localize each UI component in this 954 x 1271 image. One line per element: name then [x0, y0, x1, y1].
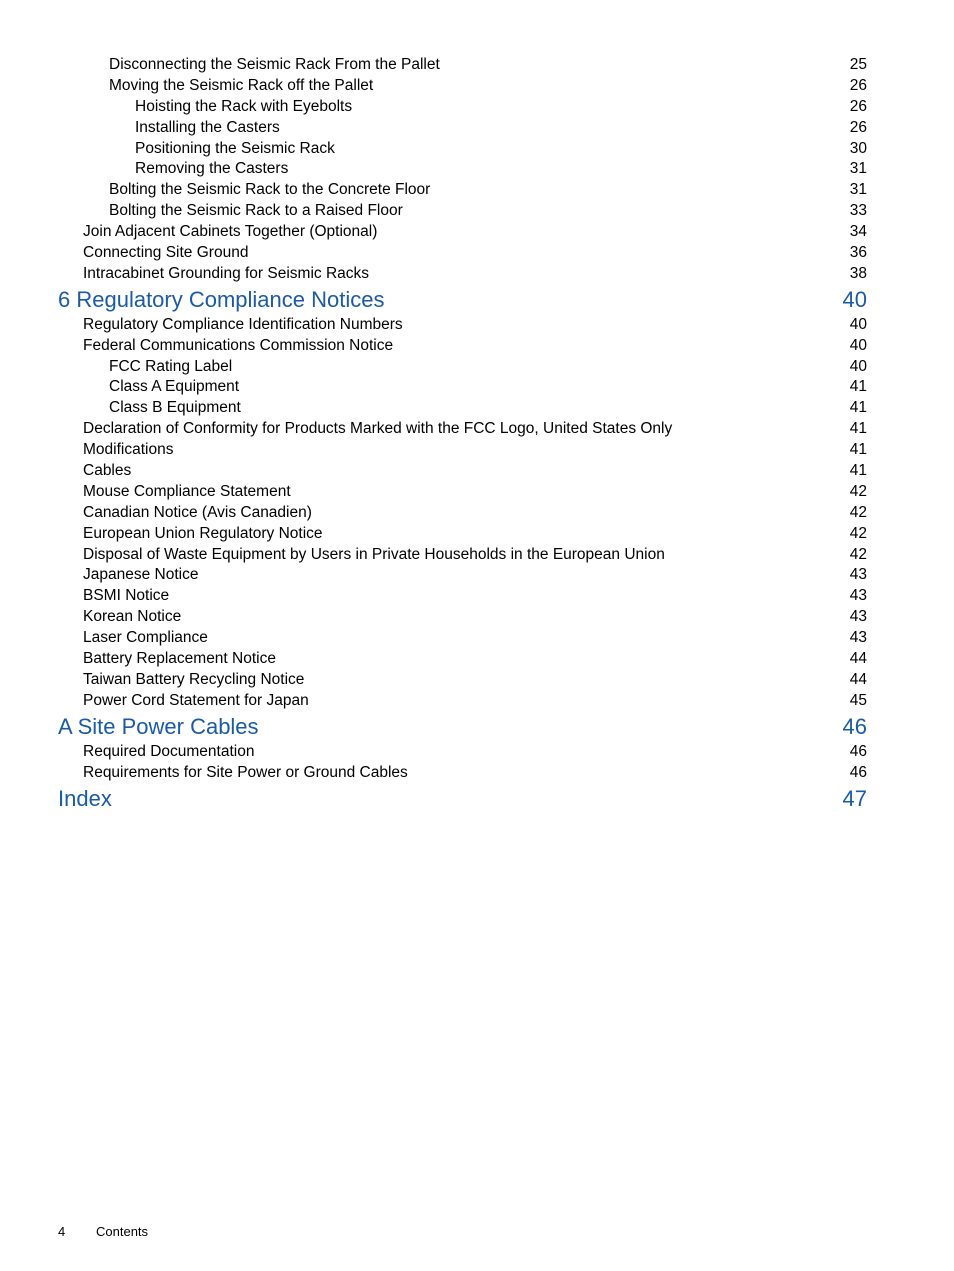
toc-entry-page-number: 41	[849, 420, 867, 438]
toc-entry-title: BSMI Notice	[83, 587, 170, 605]
toc-entry[interactable]	[58, 670, 867, 691]
toc-entry-title: Regulatory Compliance Identification Numbers	[83, 315, 403, 333]
toc-entry-title: Taiwan Battery Recycling Notice	[83, 670, 305, 688]
toc-entry[interactable]	[58, 524, 867, 545]
toc-entry[interactable]	[58, 607, 867, 628]
toc-entry-page-number: 42	[849, 482, 867, 500]
toc-entry-title: Federal Communications Commission Notice	[83, 336, 394, 354]
toc-entry-title: Mouse Compliance Statement	[83, 482, 291, 500]
toc-entry-title: Installing the Casters	[135, 118, 280, 136]
toc-entry-title: Power Cord Statement for Japan	[83, 691, 309, 709]
toc-entry[interactable]	[58, 440, 867, 461]
toc-entry-page-number: 36	[849, 244, 867, 262]
toc-entry-page-number: 30	[849, 139, 867, 157]
toc-entry[interactable]	[58, 55, 867, 76]
toc-entry-title: Requirements for Site Power or Ground Cables	[83, 763, 408, 781]
toc-entry-page-number: 45	[849, 691, 867, 709]
toc-entry-page-number: 44	[849, 670, 867, 688]
toc-entry-page-number: 40	[849, 315, 867, 333]
toc-entry-title: Connecting Site Ground	[83, 244, 249, 262]
toc-entry[interactable]	[58, 118, 867, 139]
toc-entry-title: Removing the Casters	[135, 160, 289, 178]
toc-entry-title: Canadian Notice (Avis Canadien)	[83, 503, 312, 521]
toc-entry[interactable]	[58, 357, 867, 378]
toc-entry-page-number: 41	[849, 462, 867, 480]
toc-entry-page-number: 31	[849, 160, 867, 178]
toc-entry-page-number: 41	[849, 441, 867, 459]
toc-entry-page-number: 44	[849, 650, 867, 668]
toc-entry-page-number: 26	[849, 118, 867, 136]
toc-entry[interactable]	[58, 691, 867, 712]
toc-entry-page-number: 38	[849, 264, 867, 282]
toc-entry[interactable]	[58, 649, 867, 670]
toc-entry[interactable]	[58, 315, 867, 336]
toc-entry-page-number: 46	[842, 713, 867, 739]
toc-entry[interactable]	[58, 398, 867, 419]
toc-entry-page-number: 40	[849, 357, 867, 375]
toc-chapter-entry[interactable]	[58, 784, 867, 814]
toc-entry-title: Hoisting the Rack with Eyebolts	[135, 97, 353, 115]
toc-entry-title: Bolting the Seismic Rack to the Concrete Floor	[109, 181, 431, 199]
toc-entry-title: Korean Notice	[83, 608, 182, 626]
footer-page-number: 4	[58, 1224, 66, 1239]
toc-chapter-entry[interactable]	[58, 712, 867, 742]
toc-entry-page-number: 46	[849, 763, 867, 781]
toc-entry-page-number: 31	[849, 181, 867, 199]
toc-entry-title: Disconnecting the Seismic Rack From the Pallet	[109, 56, 440, 73]
toc-entry-title: Laser Compliance	[83, 629, 208, 647]
table-of-contents	[58, 55, 867, 814]
toc-entry-title: Moving the Seismic Rack off the Pallet	[109, 76, 374, 94]
toc-entry[interactable]	[58, 222, 867, 243]
toc-entry[interactable]	[58, 159, 867, 180]
toc-entry-page-number: 33	[849, 202, 867, 220]
toc-entry-title: Declaration of Conformity for Products Marked with the FCC Logo, United States Only	[83, 420, 673, 438]
toc-chapter-entry[interactable]	[58, 285, 867, 315]
toc-entry[interactable]	[58, 565, 867, 586]
toc-entry[interactable]	[58, 461, 867, 482]
toc-entry-page-number: 34	[849, 223, 867, 241]
toc-entry-title: Index	[58, 785, 112, 811]
toc-entry-title: European Union Regulatory Notice	[83, 524, 323, 542]
toc-entry-page-number: 40	[842, 286, 867, 312]
toc-entry[interactable]	[58, 243, 867, 264]
toc-entry-page-number: 42	[849, 503, 867, 521]
toc-entry-title: Modifications	[83, 441, 174, 459]
toc-entry[interactable]	[58, 76, 867, 97]
toc-entry[interactable]	[58, 377, 867, 398]
toc-entry[interactable]	[58, 586, 867, 607]
toc-entry-page-number: 26	[849, 97, 867, 115]
toc-entry[interactable]	[58, 201, 867, 222]
toc-entry[interactable]	[58, 742, 867, 763]
toc-entry-page-number: 40	[849, 336, 867, 354]
toc-entry-title: Battery Replacement Notice	[83, 650, 276, 668]
toc-entry[interactable]	[58, 503, 867, 524]
toc-entry-page-number: 26	[849, 76, 867, 94]
toc-entry-page-number: 42	[849, 524, 867, 542]
toc-entry-page-number: 43	[849, 608, 867, 626]
toc-entry[interactable]	[58, 97, 867, 118]
toc-entry-page-number: 42	[849, 545, 867, 563]
toc-entry[interactable]	[58, 336, 867, 357]
toc-entry-page-number: 43	[849, 566, 867, 584]
toc-entry[interactable]	[58, 628, 867, 649]
toc-entry-title: Positioning the Seismic Rack	[135, 139, 335, 157]
toc-entry-title: Required Documentation	[83, 742, 255, 760]
toc-entry-title: A Site Power Cables	[58, 713, 259, 739]
toc-entry-page-number: 43	[849, 629, 867, 647]
toc-entry-title: Disposal of Waste Equipment by Users in Private Households in the European Union	[83, 545, 665, 563]
page-footer	[58, 1223, 148, 1241]
toc-entry-title: Japanese Notice	[83, 566, 199, 584]
toc-entry-page-number: 47	[842, 785, 867, 811]
toc-entry[interactable]	[58, 180, 867, 201]
toc-entry[interactable]	[58, 419, 867, 440]
toc-entry-title: Intracabinet Grounding for Seismic Racks	[83, 264, 370, 282]
toc-entry-title: Cables	[83, 462, 132, 480]
toc-entry[interactable]	[58, 264, 867, 285]
toc-entry[interactable]	[58, 482, 867, 503]
toc-entry-title: FCC Rating Label	[109, 357, 233, 375]
toc-entry-title: Bolting the Seismic Rack to a Raised Floor	[109, 202, 403, 220]
toc-entry-page-number: 43	[849, 587, 867, 605]
toc-entry-page-number: 46	[849, 742, 867, 760]
toc-entry-title: Join Adjacent Cabinets Together (Optional)	[83, 223, 378, 241]
footer-section-label: Contents	[96, 1224, 149, 1239]
toc-entry-title: Class B Equipment	[109, 399, 241, 417]
toc-entry-title: 6 Regulatory Compliance Notices	[58, 286, 385, 312]
toc-entry[interactable]	[58, 545, 867, 566]
toc-entry[interactable]	[58, 763, 867, 784]
toc-entry-page-number: 41	[849, 399, 867, 417]
toc-entry-page-number: 25	[849, 56, 867, 73]
toc-entry[interactable]	[58, 139, 867, 160]
toc-entry-page-number: 41	[849, 378, 867, 396]
toc-entry-title: Class A Equipment	[109, 378, 240, 396]
